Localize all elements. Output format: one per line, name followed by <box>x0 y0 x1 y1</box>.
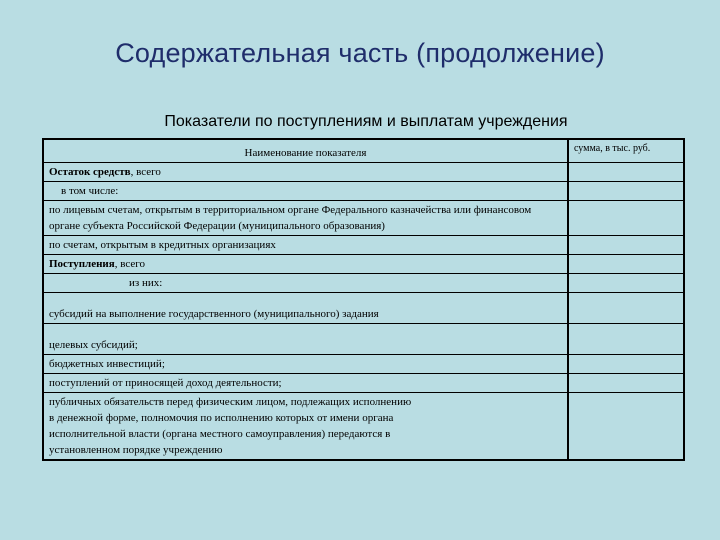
row-target-subsidies: целевых субсидий; <box>43 324 568 355</box>
row-receipts <box>43 255 568 274</box>
table-row <box>43 324 684 355</box>
amount-cell[interactable] <box>568 182 684 201</box>
table-row <box>43 201 684 236</box>
amount-cell[interactable] <box>568 274 684 293</box>
table-row <box>43 236 684 255</box>
header-amount: сумма, в тыс. руб. <box>568 139 684 163</box>
table-row <box>43 355 684 374</box>
amount-cell[interactable] <box>568 255 684 274</box>
amount-cell[interactable] <box>568 293 684 324</box>
row-public-obligations: публичных обязательств перед физическим лицом, подлежащих исполнению в денежной форме, полномочия по исполнению которых от имени органа исполнительной власти (органа местного самоуправления) передаются в установленном порядке учреждению <box>43 393 568 461</box>
amount-cell[interactable] <box>568 236 684 255</box>
table-row <box>43 374 684 393</box>
row-subsidies-task: субсидий на выполнение государственного (муниципального) задания <box>43 293 568 324</box>
header-indicator-name: Наименование показателя <box>43 139 568 163</box>
table-row <box>43 182 684 201</box>
table-row <box>43 293 684 324</box>
amount-cell[interactable] <box>568 163 684 182</box>
table-row <box>43 255 684 274</box>
row-label-bold: Поступления <box>49 258 115 270</box>
amount-cell[interactable] <box>568 393 684 461</box>
row-including: в том числе: <box>43 182 568 201</box>
indicators-table <box>42 138 685 461</box>
slide-title: Содержательная часть (продолжение) <box>115 38 605 68</box>
row-balance <box>43 163 568 182</box>
row-of-which: из них: <box>43 274 568 293</box>
table-row <box>43 163 684 182</box>
table-header-row <box>43 139 684 163</box>
row-income-activity: поступлений от приносящей доход деятельности; <box>43 374 568 393</box>
row-credit-accounts: по счетам, открытым в кредитных организациях <box>43 236 568 255</box>
row-budget-investments: бюджетных инвестиций; <box>43 355 568 374</box>
table-caption: Показатели по поступлениям и выплатам учреждения <box>164 113 568 130</box>
amount-cell[interactable] <box>568 355 684 374</box>
row-personal-accounts: по лицевым счетам, открытым в территориальном органе Федерального казначейства или финансовом органе субъекта Российской Федерации (муниципального образования) <box>43 201 568 236</box>
amount-cell[interactable] <box>568 374 684 393</box>
table-row <box>43 393 684 461</box>
row-label: , всего <box>114 258 145 270</box>
amount-cell[interactable] <box>568 324 684 355</box>
amount-cell[interactable] <box>568 201 684 236</box>
row-label-bold: Остаток средств <box>49 166 131 178</box>
table-row <box>43 274 684 293</box>
row-label: , всего <box>130 166 161 178</box>
